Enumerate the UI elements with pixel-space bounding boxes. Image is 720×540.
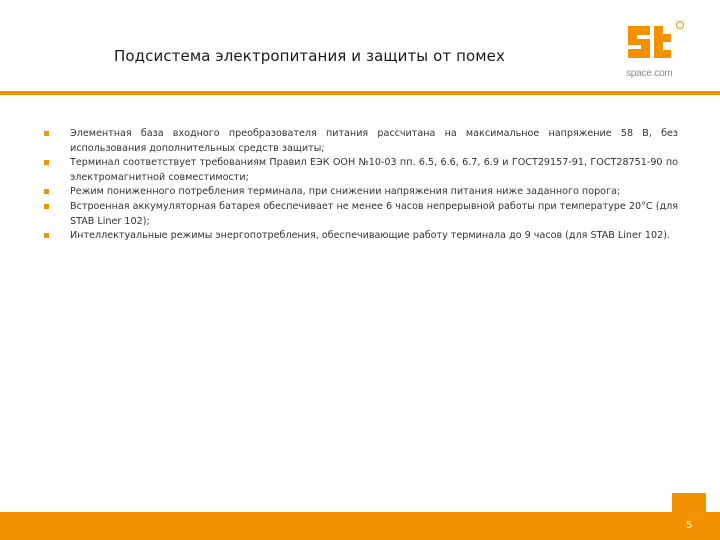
header-divider bbox=[0, 91, 720, 95]
bullet-item bbox=[42, 127, 678, 156]
bullet-list bbox=[42, 127, 678, 244]
square-bullet-icon bbox=[44, 160, 49, 165]
bullet-item bbox=[42, 156, 678, 185]
bullet-text: Режим пониженного потребления терминала, при снижении напряжения питания ниже заданного порога; bbox=[70, 186, 621, 198]
square-bullet-icon bbox=[44, 204, 49, 209]
square-bullet-icon bbox=[44, 189, 49, 194]
bullet-item bbox=[42, 200, 678, 229]
square-bullet-icon bbox=[44, 233, 49, 238]
bullet-text: Терминал соответствует требованиям Правил ЕЭК ООН №10-03 пп. 6.5, 6.6, 6.7, 6.9 и ГОСТ29157-91, ГОСТ28751-90 по электромагнитной совместимости; bbox=[70, 157, 678, 183]
footer-bar bbox=[0, 512, 720, 540]
bullet-text: Встроенная аккумуляторная батарея обеспечивает не менее 6 часов непрерывной работы при температуре 20°С (для STAB Liner 102); bbox=[70, 200, 678, 227]
page-number: 5 bbox=[685, 520, 693, 531]
bullet-item bbox=[42, 185, 678, 200]
bullet-text: Интеллектуальные режимы энергопотребления, обеспечивающие работу терминала до 9 часов (для STAB Liner 102). bbox=[70, 230, 670, 242]
slide-title: Подсистема электропитания и защиты от помех bbox=[114, 47, 505, 65]
bullet-item bbox=[42, 229, 678, 244]
square-bullet-icon bbox=[44, 131, 49, 136]
logo-wordmark: space.com bbox=[626, 68, 673, 79]
bullet-text: Элементная база входного преобразователя питания рассчитана на максимальное напряжение 58 В, без использования дополнительных средств защиты; bbox=[70, 128, 678, 154]
